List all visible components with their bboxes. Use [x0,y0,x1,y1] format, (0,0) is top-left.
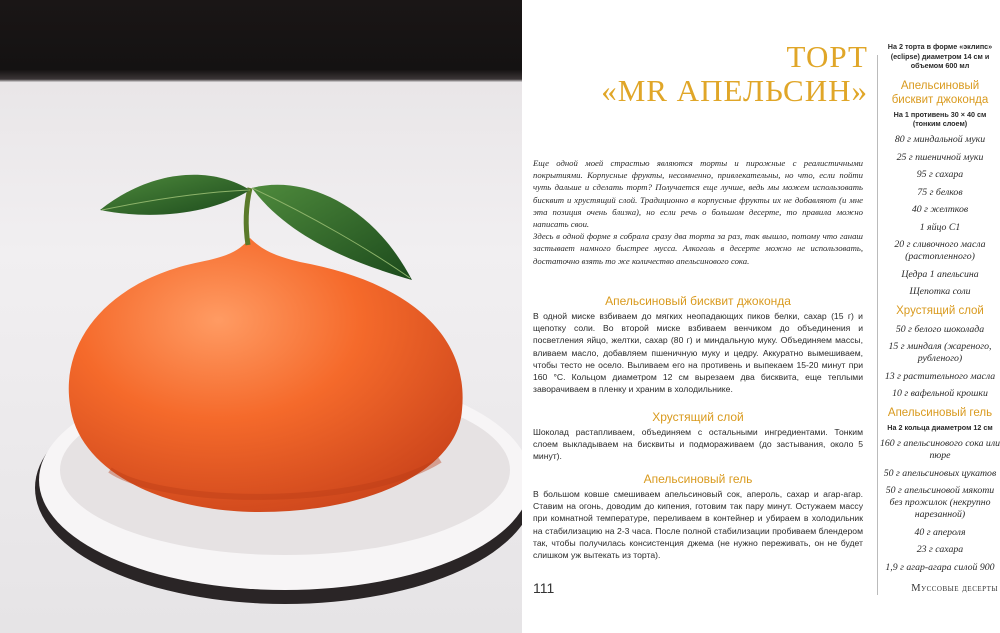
section-title-crunch: Хрустящий слой [652,410,744,424]
ingredients-title-gel: Апельсиновый гель [887,407,993,419]
ingredient-item: 25 г пшеничной муки [896,151,984,163]
ingredient-item: 15 г миндаля (жареного, рубленого) [888,341,992,364]
ingredients-title-crunch: Хрустящий слой [896,305,984,317]
section-body-gel: В большом ковше смешиваем апельсиновый сок, апероль, сахар и агар-агар. Ставим на огонь, доводим до кипения, готовим так пару минут. Остужаем массу при комнатной температуре, переливаем в контейнер и убираем в холодильник на стабилизацию на 2-3 часа. После полной стабилизации пробиваем блендером так, чтобы получилась консистенция джема (не нужно переживать, он не будет слишком уж вытекать из торта). [533,489,863,561]
ingredients-title-sponge: Апельсиновый бисквит джоконда [891,79,989,106]
ingredient-item: 50 г апельсиновой мякоти без прожилок (некрупно нарезанной) [885,485,995,520]
ingredient-item: 50 г белого шоколада [895,323,985,335]
stem [246,188,250,245]
section-title-gel: Апельсиновый гель [643,472,753,486]
group-note: На 1 противень 30 × 40 см (тонким слоем) [893,109,987,128]
chapter-footer [882,583,998,594]
ingredient-item: 10 г вафельной крошки [892,388,988,399]
ingredient-item: 75 г белков [917,186,963,198]
section-title-sponge: Апельсиновый бисквит джоконда [605,294,791,308]
chapter-footer-text: Муссовые десерты [911,583,998,594]
ingredient-item: 1 яйцо С1 [919,221,961,233]
ingredient-item: 50 г апельсиновых цукатов [883,467,997,479]
page-number: 111 [533,580,555,596]
intro-paragraph: Здесь в одной форме я собрала сразу два торта за раз, так вышло, потому что ганаш застывает намного быстрее мусса. Алкоголь в десерте можно не использовать, достаточно взять то же количество апельсинового сока. [533,231,863,266]
ingredient-item: 40 г желтков [911,204,969,215]
ingredient-item: 80 г миндальной муки [894,134,986,145]
ingredient-item: 1,9 г агар-агара силой 900 [885,561,995,573]
section-body-crunch: Шоколад растапливаем, объединяем с остальными ингредиентами. Тонким слоем выкладываем на бисквиты и подмораживаем (до застывания, около 5 минут). [533,427,863,462]
section-body-sponge: В одной миске взбиваем до мягких неопадающих пиков белки, сахар (15 г) и щепотку соли. Во второй миске взбиваем венчиком до объединения и посветления яйцо, желтки, сахар (80 г) и миндальную муку. Объединяем массы, вливаем масло, добавляем пшеничную муку и цедру. Аккуратно вымешиваем, чтобы тесто не осело. Выливаем его на противень и выпекаем 15-20 минут при 160 °С. Кольцом диаметром 12 см вырезаем два бисквита, еще теплыми заворачиваем в пленку и храним в холодильнике. [533,311,863,395]
ingredient-item: 160 г апельсинового сока или пюре [880,438,1000,461]
yield-note: На 2 торта в форме «эклипс» (eclipse) диаметром 14 см и объемом 600 мл [887,42,993,70]
ingredient-item: 23 г сахара [916,544,964,555]
intro-text [533,157,863,267]
intro-paragraph: Еще одной моей страстью являются торты и пирожные с реалистичными покрытиями. Корпусные фрукты, несомненно, привлекательны, но что, если пойти чуть дальше и сделать торт? Получается еще лучше, ведь мы можем использовать бисквит и хрустящий слой. Традиционно в корпусные фрукты их не добавляют (и мне эта позиция очень близка), но если речь о большом десерте, то правила можно написать свои. [533,158,863,230]
ingredient-item: 13 г растительного масла [884,370,996,382]
ingredient-item: 20 г сливочного масла (растопленного) [894,239,986,262]
ingredients-sidebar [880,42,1000,574]
ingredient-item: Щепотка соли [909,286,971,297]
ingredient-item: 40 г апероля [914,526,966,538]
column-divider [877,55,878,595]
cake-body [69,238,463,512]
leaf-left [100,175,250,215]
ingredient-item: 95 г сахара [916,169,964,180]
ingredient-item: Цедра 1 апельсина [901,268,979,280]
title-line-2: «MR АПЕЛЬСИН» [601,73,868,108]
recipe-title [538,40,868,108]
title-line-1: ТОРТ [786,39,868,74]
group-note: На 2 кольца диаметром 12 см [887,423,993,432]
